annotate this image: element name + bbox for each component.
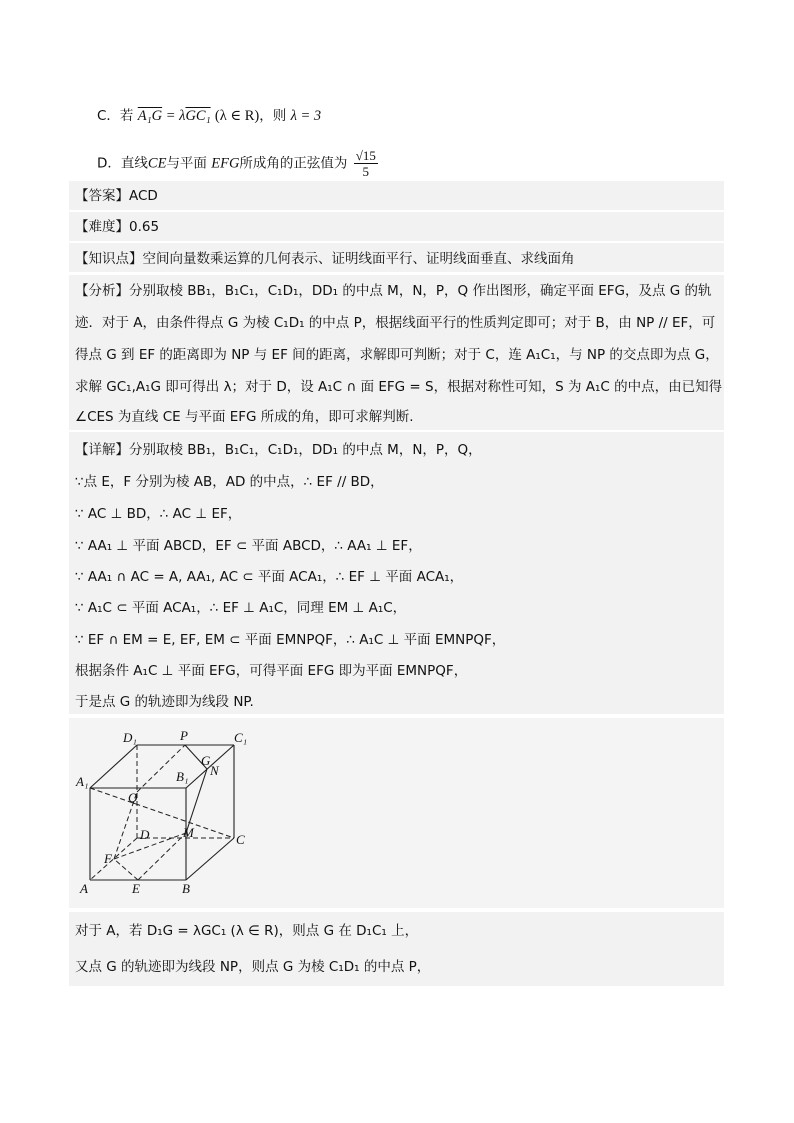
option-c-tail: ，则 [259, 108, 287, 124]
detail-line: ∵ A₁C ⊂ 平面 ACA₁，∴ EF ⊥ A₁C，同理 EM ⊥ A₁C， [75, 600, 407, 616]
label-q: Q [128, 790, 138, 805]
cube-diagram [69, 718, 724, 908]
option-c-eq: = λ [162, 108, 186, 124]
label-d: D [140, 827, 150, 842]
label-b: B [182, 881, 190, 896]
label-m: M [183, 825, 194, 840]
fraction-denominator: 5 [362, 164, 370, 179]
analysis-line: 迹．对于 A，由条件得点 G 为棱 C₁D₁ 的中点 P，根据线面平行的性质判定即可；对于 B，由 NP // EF，可 [75, 315, 716, 331]
option-d-plane: EFG [211, 155, 240, 172]
analysis-line: 【分析】分别取棱 BB₁，B₁C₁，C₁D₁，DD₁ 的中点 M，N，P，Q 作出图形，确定平面 EFG，及点 G 的轨 [75, 283, 712, 299]
label-d1: D₁ [123, 730, 137, 745]
analysis-line: ∠CES 为直线 CE 与平面 EFG 所成的角，即可求解判断. [75, 409, 414, 425]
cube-figure [69, 718, 724, 908]
after-line: 对于 A，若 D₁G = λGC₁ (λ ∈ R)，则点 G 在 D₁C₁ 上， [75, 923, 419, 939]
label-a1: A₁ [76, 774, 89, 789]
label-f: F [104, 851, 112, 866]
detail-line: ∵点 E，F 分别为棱 AB，AD 的中点，∴ EF // BD， [75, 474, 384, 490]
vector-a1g: A₁G [137, 108, 163, 124]
option-c [97, 106, 321, 126]
option-d-mid1: 与平面 [166, 155, 207, 172]
detail-line: ∵ AA₁ ⊥ 平面 ABCD，EF ⊂ 平面 ABCD，∴ AA₁ ⊥ EF， [75, 538, 422, 554]
answer-row: 【答案】ACD [75, 188, 158, 204]
option-d [97, 148, 378, 179]
detail-line: ∵ AC ⊥ BD，∴ AC ⊥ EF， [75, 506, 242, 522]
after-line: 又点 G 的轨迹即为线段 NP，则点 G 为棱 C₁D₁ 的中点 P， [75, 959, 431, 975]
option-d-label: D．直线 [97, 155, 148, 172]
detail-line: 根据条件 A₁C ⊥ 平面 EFG，可得平面 EFG 即为平面 EMNPQF， [75, 663, 468, 679]
detail-line: ∵ AA₁ ∩ AC = A, AA₁, AC ⊂ 平面 ACA₁，∴ EF ⊥ 平面 ACA₁， [75, 569, 464, 585]
vector-gc1: GC₁ [185, 108, 211, 124]
knowledge-row: 【知识点】空间向量数乘运算的几何表示、证明线面平行、证明线面垂直、求线面角 [75, 251, 575, 267]
detail-line: ∵ EF ∩ EM = E, EF, EM ⊂ 平面 EMNPQF，∴ A₁C ⊥ 平面 EMNPQF， [75, 632, 506, 648]
difficulty-row: 【难度】0.65 [75, 219, 160, 235]
detail-line: 【详解】分别取棱 BB₁，B₁C₁，C₁D₁，DD₁ 的中点 M，N，P，Q， [75, 442, 482, 458]
fraction-numerator: √15 [355, 148, 376, 163]
label-c: C [236, 832, 245, 847]
label-a: A [80, 881, 88, 896]
option-c-result: λ = 3 [290, 108, 322, 124]
label-b1: B₁ [176, 769, 189, 784]
analysis-line: 求解 GC₁,A₁G 即可得出 λ；对于 D，设 A₁C ∩ 面 EFG = S，根据对称性可知，S 为 A₁C 的中点，由已知得 [75, 379, 723, 395]
analysis-line: 得点 G 到 EF 的距离即为 NP 与 EF 间的距离，求解即可判断；对于 C，连 A₁C₁，与 NP 的交点即为点 G， [75, 347, 719, 363]
label-g: G [201, 753, 211, 768]
option-c-label: C．若 [97, 108, 134, 124]
option-d-line: CE [147, 155, 167, 172]
label-n: N [210, 763, 219, 778]
sine-fraction [354, 148, 378, 179]
label-e: E [132, 881, 140, 896]
option-c-condition: (λ ∈ R) [214, 108, 260, 124]
label-p: P [180, 728, 188, 743]
detail-line: 于是点 G 的轨迹即为线段 NP. [75, 694, 254, 710]
label-c1: C₁ [234, 730, 248, 745]
option-d-mid2: 所成角的正弦值为 [239, 155, 348, 172]
